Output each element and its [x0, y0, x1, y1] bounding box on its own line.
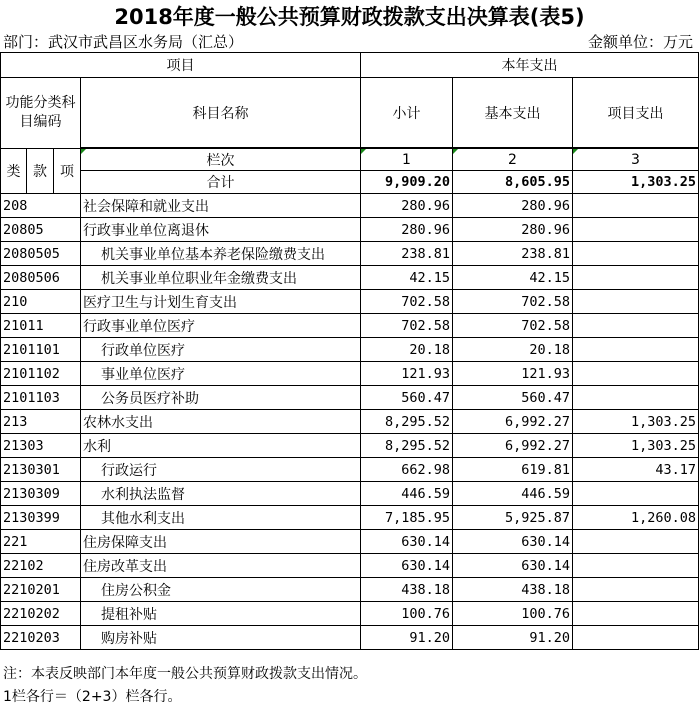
table-row — [1, 530, 699, 554]
row-basic: 91.20 — [453, 626, 573, 650]
row-basic: 6,992.27 — [453, 434, 573, 458]
row-project — [573, 290, 699, 314]
row-code: 213 — [1, 410, 81, 434]
row-name: 水利 — [81, 434, 361, 458]
row-code: 21303 — [1, 434, 81, 458]
row-project — [573, 242, 699, 266]
header-item: 项目 — [1, 53, 361, 78]
header-subtotal: 小计 — [361, 78, 453, 148]
row-project — [573, 338, 699, 362]
row-subtotal: 702.58 — [361, 290, 453, 314]
row-subtotal: 630.14 — [361, 530, 453, 554]
header-xiang: 项 — [54, 149, 81, 194]
row-code: 2101101 — [1, 338, 81, 362]
total-row — [1, 171, 699, 194]
row-code: 221 — [1, 530, 81, 554]
row-basic: 446.59 — [453, 482, 573, 506]
row-basic: 121.93 — [453, 362, 573, 386]
unit-label: 金额单位：万元 — [587, 33, 693, 51]
row-subtotal: 7,185.95 — [361, 506, 453, 530]
header-basic: 基本支出 — [453, 78, 573, 148]
row-code: 2210203 — [1, 626, 81, 650]
row-name: 医疗卫生与计划生育支出 — [81, 290, 361, 314]
table-row — [1, 266, 699, 290]
row-project: 43.17 — [573, 458, 699, 482]
budget-table — [0, 52, 699, 650]
row-subtotal: 8,295.52 — [361, 434, 453, 458]
column-number-label: 栏次 — [81, 149, 361, 171]
row-project — [573, 314, 699, 338]
table-row — [1, 410, 699, 434]
note-2: 1栏各行＝（2+3）栏各行。 — [3, 689, 182, 705]
row-subtotal: 20.18 — [361, 338, 453, 362]
row-code: 22102 — [1, 554, 81, 578]
row-subtotal: 280.96 — [361, 194, 453, 218]
total-subtotal: 9,909.20 — [361, 171, 453, 194]
row-project: 1,303.25 — [573, 434, 699, 458]
row-subtotal: 438.18 — [361, 578, 453, 602]
total-label: 合计 — [81, 171, 361, 194]
row-name: 公务员医疗补助 — [81, 386, 361, 410]
row-basic: 238.81 — [453, 242, 573, 266]
table-row — [1, 362, 699, 386]
row-basic: 438.18 — [453, 578, 573, 602]
table-row — [1, 290, 699, 314]
note-1: 注：本表反映部门本年度一般公共预算财政拨款支出情况。 — [3, 666, 367, 682]
row-basic: 100.76 — [453, 602, 573, 626]
row-code: 2080505 — [1, 242, 81, 266]
row-subtotal: 121.93 — [361, 362, 453, 386]
row-name: 社会保障和就业支出 — [81, 194, 361, 218]
row-project — [573, 578, 699, 602]
row-name: 机关事业单位基本养老保险缴费支出 — [81, 242, 361, 266]
table-row — [1, 386, 699, 410]
table-row — [1, 578, 699, 602]
row-name: 行政事业单位医疗 — [81, 314, 361, 338]
report-title: 2018年度一般公共预算财政拨款支出决算表(表5) — [114, 5, 585, 29]
row-name: 住房保障支出 — [81, 530, 361, 554]
table-row — [1, 506, 699, 530]
row-basic: 42.15 — [453, 266, 573, 290]
row-basic: 20.18 — [453, 338, 573, 362]
header-subject-name: 科目名称 — [81, 78, 361, 148]
row-subtotal: 91.20 — [361, 626, 453, 650]
row-project — [573, 530, 699, 554]
row-name: 事业单位医疗 — [81, 362, 361, 386]
row-code: 2130399 — [1, 506, 81, 530]
header-kuan: 款 — [27, 149, 54, 194]
row-subtotal: 630.14 — [361, 554, 453, 578]
row-project — [573, 602, 699, 626]
row-code: 2101103 — [1, 386, 81, 410]
row-subtotal: 446.59 — [361, 482, 453, 506]
table-row — [1, 626, 699, 650]
row-code: 2130301 — [1, 458, 81, 482]
row-basic: 560.47 — [453, 386, 573, 410]
table-row — [1, 314, 699, 338]
row-subtotal: 560.47 — [361, 386, 453, 410]
row-basic: 5,925.87 — [453, 506, 573, 530]
table-row — [1, 554, 699, 578]
header-year-expense: 本年支出 — [361, 53, 699, 78]
row-code: 21011 — [1, 314, 81, 338]
row-subtotal: 238.81 — [361, 242, 453, 266]
header-lei: 类 — [1, 149, 27, 194]
row-project — [573, 554, 699, 578]
row-basic: 702.58 — [453, 314, 573, 338]
row-subtotal: 8,295.52 — [361, 410, 453, 434]
row-code: 208 — [1, 194, 81, 218]
row-project — [573, 482, 699, 506]
header-row-1 — [1, 53, 699, 78]
row-project: 1,303.25 — [573, 410, 699, 434]
row-name: 购房补贴 — [81, 626, 361, 650]
table-row — [1, 602, 699, 626]
row-project — [573, 626, 699, 650]
row-code: 2101102 — [1, 362, 81, 386]
row-basic: 619.81 — [453, 458, 573, 482]
column-number-2: 2 — [453, 149, 573, 171]
row-subtotal: 42.15 — [361, 266, 453, 290]
row-name: 住房公积金 — [81, 578, 361, 602]
row-code: 210 — [1, 290, 81, 314]
row-basic: 6,992.27 — [453, 410, 573, 434]
table-row — [1, 458, 699, 482]
row-project — [573, 218, 699, 242]
table-row — [1, 218, 699, 242]
table-row — [1, 434, 699, 458]
row-project — [573, 266, 699, 290]
row-name: 农林水支出 — [81, 410, 361, 434]
row-name: 提租补贴 — [81, 602, 361, 626]
row-basic: 280.96 — [453, 194, 573, 218]
row-basic: 630.14 — [453, 530, 573, 554]
table-row — [1, 242, 699, 266]
table-row — [1, 482, 699, 506]
total-basic: 8,605.95 — [453, 171, 573, 194]
row-project — [573, 362, 699, 386]
column-number-row — [1, 149, 699, 171]
column-number-1: 1 — [361, 149, 453, 171]
row-name: 机关事业单位职业年金缴费支出 — [81, 266, 361, 290]
row-code: 2210201 — [1, 578, 81, 602]
table-row — [1, 194, 699, 218]
row-code: 2130309 — [1, 482, 81, 506]
row-name: 水利执法监督 — [81, 482, 361, 506]
row-subtotal: 702.58 — [361, 314, 453, 338]
department-label: 部门：武汉市武昌区水务局（汇总） — [3, 33, 244, 51]
total-project: 1,303.25 — [573, 171, 699, 194]
row-project — [573, 194, 699, 218]
row-subtotal: 280.96 — [361, 218, 453, 242]
row-name: 行政单位医疗 — [81, 338, 361, 362]
header-row-2 — [1, 78, 699, 148]
column-number-3: 3 — [573, 149, 699, 171]
row-name: 住房改革支出 — [81, 554, 361, 578]
row-basic: 630.14 — [453, 554, 573, 578]
row-project — [573, 386, 699, 410]
row-subtotal: 100.76 — [361, 602, 453, 626]
header-func-code: 功能分类科目编码 — [1, 78, 81, 149]
row-code: 20805 — [1, 218, 81, 242]
row-subtotal: 662.98 — [361, 458, 453, 482]
row-project: 1,260.08 — [573, 506, 699, 530]
row-basic: 280.96 — [453, 218, 573, 242]
table-row — [1, 338, 699, 362]
row-name: 行政运行 — [81, 458, 361, 482]
row-code: 2080506 — [1, 266, 81, 290]
row-name: 行政事业单位离退休 — [81, 218, 361, 242]
row-basic: 702.58 — [453, 290, 573, 314]
header-project: 项目支出 — [573, 78, 699, 148]
row-name: 其他水利支出 — [81, 506, 361, 530]
row-code: 2210202 — [1, 602, 81, 626]
